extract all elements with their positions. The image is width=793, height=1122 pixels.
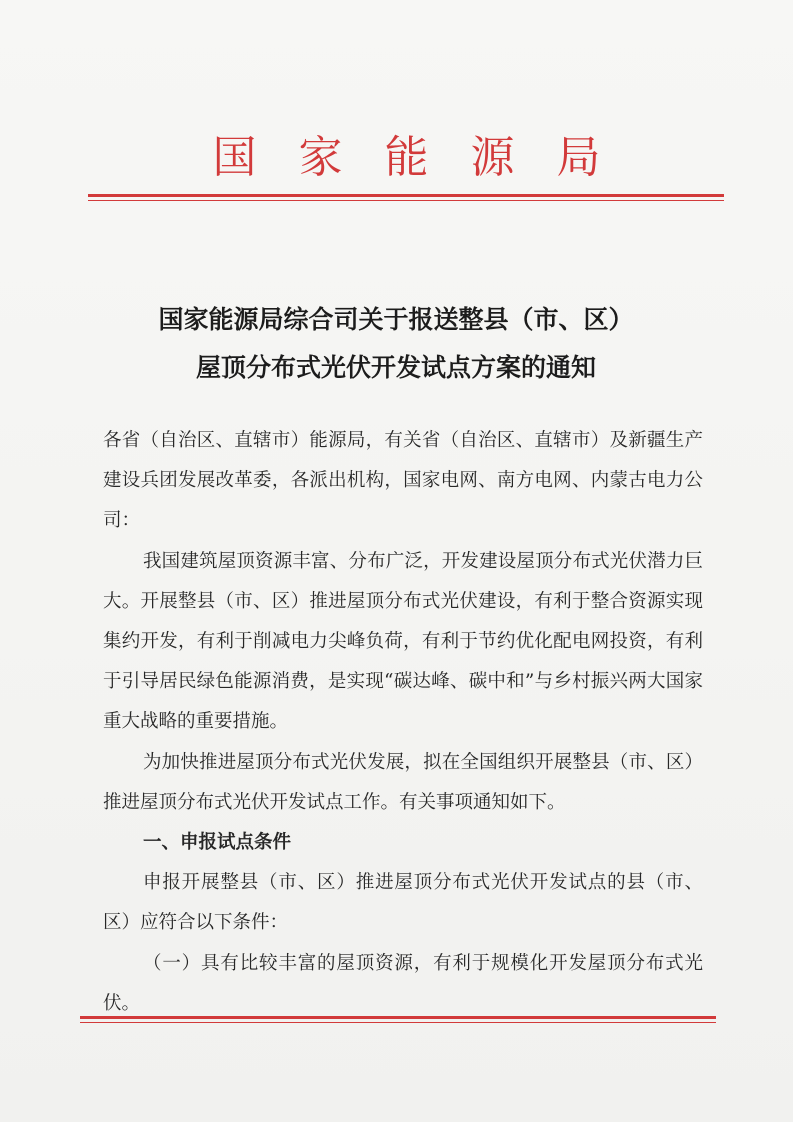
addressees: 各省（自治区、直辖市）能源局，有关省（自治区、直辖市）及新疆生产建设兵团发展改革委，各派出机构，国家电网、南方电网、内蒙古电力公司： xyxy=(103,430,703,532)
paragraph-3: 申报开展整县（市、区）推进屋顶分布式光伏开发试点的县（市、区）应符合以下条件： xyxy=(103,872,703,934)
document-body xyxy=(103,421,703,1024)
header-red-rule xyxy=(88,194,724,201)
footer-rule-thin xyxy=(80,1022,716,1023)
paragraph-4: （一）具有比较丰富的屋顶资源，有利于规模化开发屋顶分布式光伏。 xyxy=(103,952,703,1014)
section-1-heading: 一、申报试点条件 xyxy=(143,832,292,854)
document-title-line1: 国家能源局综合司关于报送整县（市、区） xyxy=(158,305,634,334)
document-title-line2: 屋顶分布式光伏开发试点方案的通知 xyxy=(195,353,596,382)
document-title xyxy=(96,296,696,392)
header-rule-thin xyxy=(88,200,724,201)
paragraph-1: 我国建筑屋顶资源丰富、分布广泛，开发建设屋顶分布式光伏潜力巨大。开展整县（市、区）推进屋顶分布式光伏建设，有利于整合资源实现集约开发，有利于削减电力尖峰负荷，有利于节约优化配电网投资，有利于引导居民绿色能源消费，是实现“碳达峰、碳中和”与乡村振兴两大国家重大战略的重要措施。 xyxy=(103,550,703,733)
paragraph-2: 为加快推进屋顶分布式光伏发展，拟在全国组织开展整县（市、区）推进屋顶分布式光伏开发试点工作。有关事项通知如下。 xyxy=(103,751,703,813)
header-rule-thick xyxy=(88,194,724,197)
footer-red-rule xyxy=(80,1016,716,1023)
footer-rule-thick xyxy=(80,1016,716,1019)
agency-letterhead: 国家能源局 xyxy=(212,132,643,183)
